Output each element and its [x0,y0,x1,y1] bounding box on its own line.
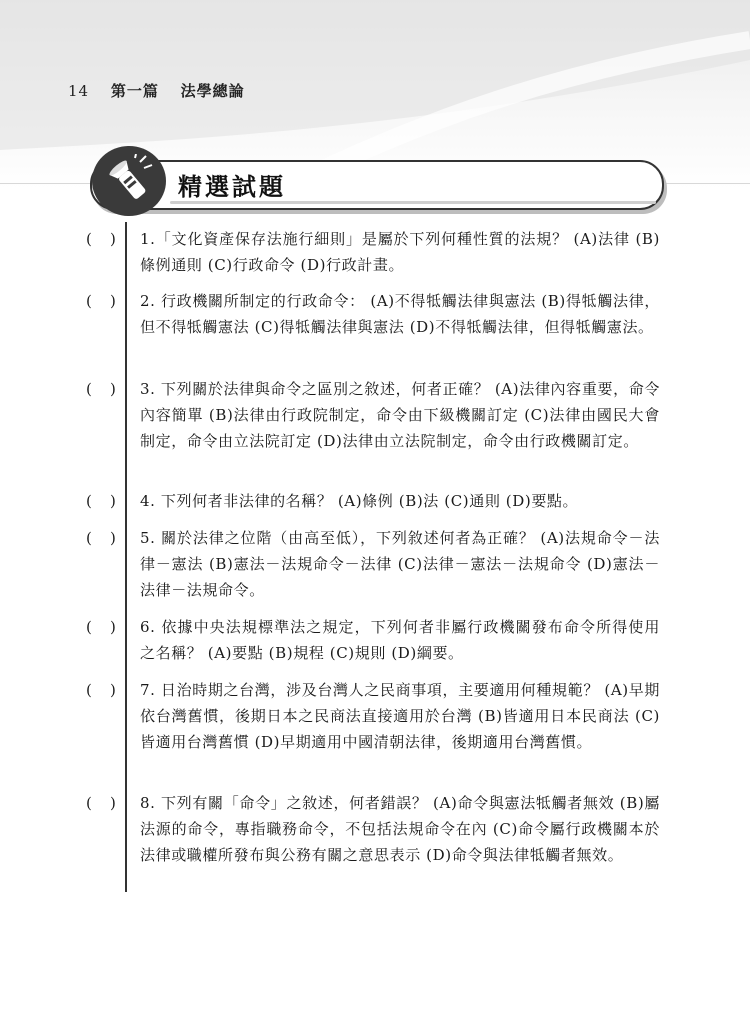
question-text: 6. 依據中央法規標準法之規定，下列何者非屬行政機關發布命令所得使用之名稱？ (A)要點 (B)規程 (C)規則 (D)綱要。 [140,618,660,662]
question-text: 8. 下列有關「命令」之敘述，何者錯誤？ (A)命令與憲法牴觸者無效 (B)屬法源的命令，專指職務命令，不包括法規命令在內 (C)命令屬行政機關本於法律或職權所發布與公務有關之意思表示 (D)命令與法律牴觸者無效。 [140,794,660,864]
question-text: 5. 關於法律之位階（由高至低），下列敘述何者為正確？ (A)法規命令－法律－憲法 (B)憲法－法規命令－法律 (C)法律－憲法－法規命令 (D)憲法－法律－法規命令。 [140,529,660,599]
question-text: 7. 日治時期之台灣，涉及台灣人之民商事項，主要適用何種規範？ (A)早期依台灣舊慣，後期日本之民商法直接適用於台灣 (B)皆適用日本民商法 (C)皆適用台灣舊慣 (D)早期適用中國清朝法律，後期適用台灣舊慣。 [140,681,660,751]
question-text: 1.「文化資產保存法施行細則」是屬於下列何種性質的法規？ (A)法律 (B)條例通則 (C)行政命令 (D)行政計畫。 [140,230,660,274]
running-header [68,80,245,101]
question-text: 3. 下列關於法律與命令之區別之敘述，何者正確？ (A)法律內容重要，命令內容簡單 (B)法律由行政院制定，命令由下級機關訂定 (C)法律由國民大會制定，命令由立法院訂定 (D)法律由立法院制定，命令由行政機關訂定。 [140,380,660,450]
section-banner [90,160,664,210]
question-column-rule [125,222,127,892]
chapter-title: 法學總論 [180,82,245,100]
flashlight-icon [102,154,156,208]
banner-badge [92,146,166,216]
section-label: 第一篇 [110,82,159,100]
section-title: 精選試題 [178,173,286,201]
question-text: 2. 行政機關所制定的行政命令： (A)不得牴觸法律與憲法 (B)得牴觸法律，但不得牴觸憲法 (C)得牴觸法律與憲法 (D)不得牴觸法律，但得牴觸憲法。 [140,292,660,336]
page-number: 14 [68,82,90,100]
question-text: 4. 下列何者非法律的名稱？ (A)條例 (B)法 (C)通則 (D)要點。 [140,492,579,510]
